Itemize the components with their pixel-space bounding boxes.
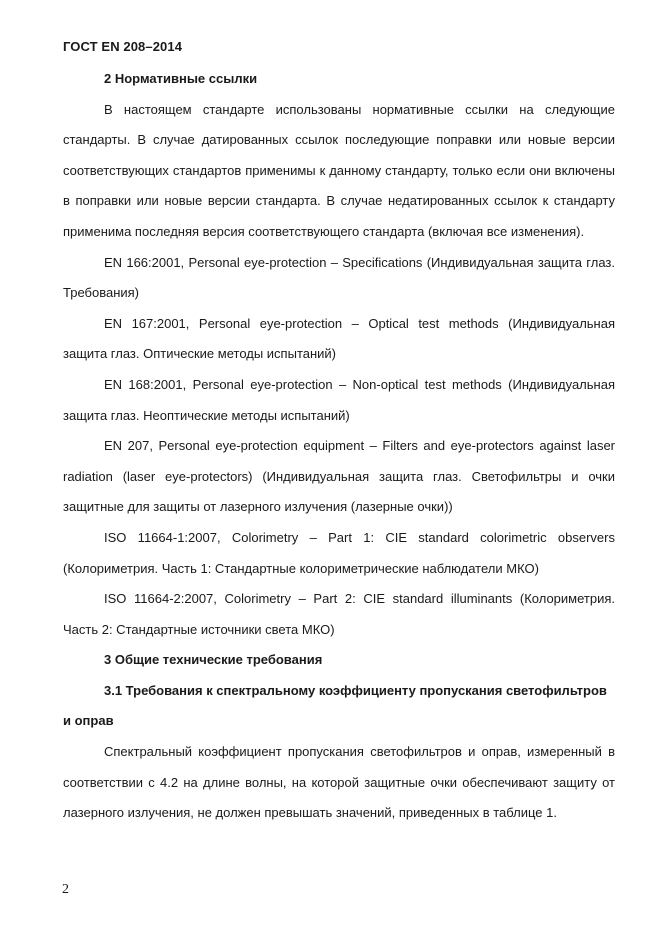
reference-en-167: EN 167:2001, Personal eye-protection – Optical test methods (Индивидуальная защита глаз. Оптические методы испытаний) <box>63 315 615 362</box>
document-header: ГОСТ EN 208–2014 <box>63 39 183 54</box>
subsection-heading-spectral-transmittance: 3.1 Требования к спектральному коэффициенту пропускания светофильтров и оправ <box>63 682 607 729</box>
reference-en-207: EN 207, Personal eye-protection equipment – Filters and eye-protectors against laser radiation (laser eye-protectors) (Индивидуальная защита глаз. Светофильтры и очки защитные для защиты от лазерного излучения (лазерные очки)) <box>63 438 615 515</box>
section-heading-general-requirements: 3 Общие технические требования <box>104 652 323 668</box>
reference-iso-11664-1: ISO 11664-1:2007, Colorimetry – Part 1: CIE standard colorimetric observers (Колориметрия. Часть 1: Стандартные колориметрические наблюдатели МКО) <box>63 529 615 576</box>
paragraph-spectral-transmittance: Спектральный коэффициент пропускания светофильтров и оправ, измеренный в соответствии с 4.2 на длине волны, на которой защитные очки обеспечивают защиту от лазерного излучения, не должен превышать значений, приведенных в таблице 1. <box>63 744 615 821</box>
page-number: 2 <box>62 882 69 897</box>
section-heading-normative-references: 2 Нормативные ссылки <box>104 71 258 86</box>
reference-en-168: EN 168:2001, Personal eye-protection – Non-optical test methods (Индивидуальная защита глаз. Неоптические методы испытаний) <box>63 376 615 423</box>
reference-iso-11664-2: ISO 11664-2:2007, Colorimetry – Part 2: CIE standard illuminants (Колориметрия. Часть 2: Стандартные источники света МКО) <box>63 591 615 637</box>
reference-en-166: EN 166:2001, Personal eye-protection – Specifications (Индивидуальная защита глаз. Требования) <box>63 254 615 301</box>
document-body <box>63 64 615 829</box>
paragraph-normative-intro: В настоящем стандарте использованы нормативные ссылки на следующие стандарты. В случае датированных ссылок последующие поправки или новые версии соответствующих стандартов применимы к данному стандарту, только если они включены в поправки или новые версии стандарта. В случае недатированных ссылок к стандарту применима последняя версия соответствующего стандарта (включая все изменения). <box>63 101 615 239</box>
